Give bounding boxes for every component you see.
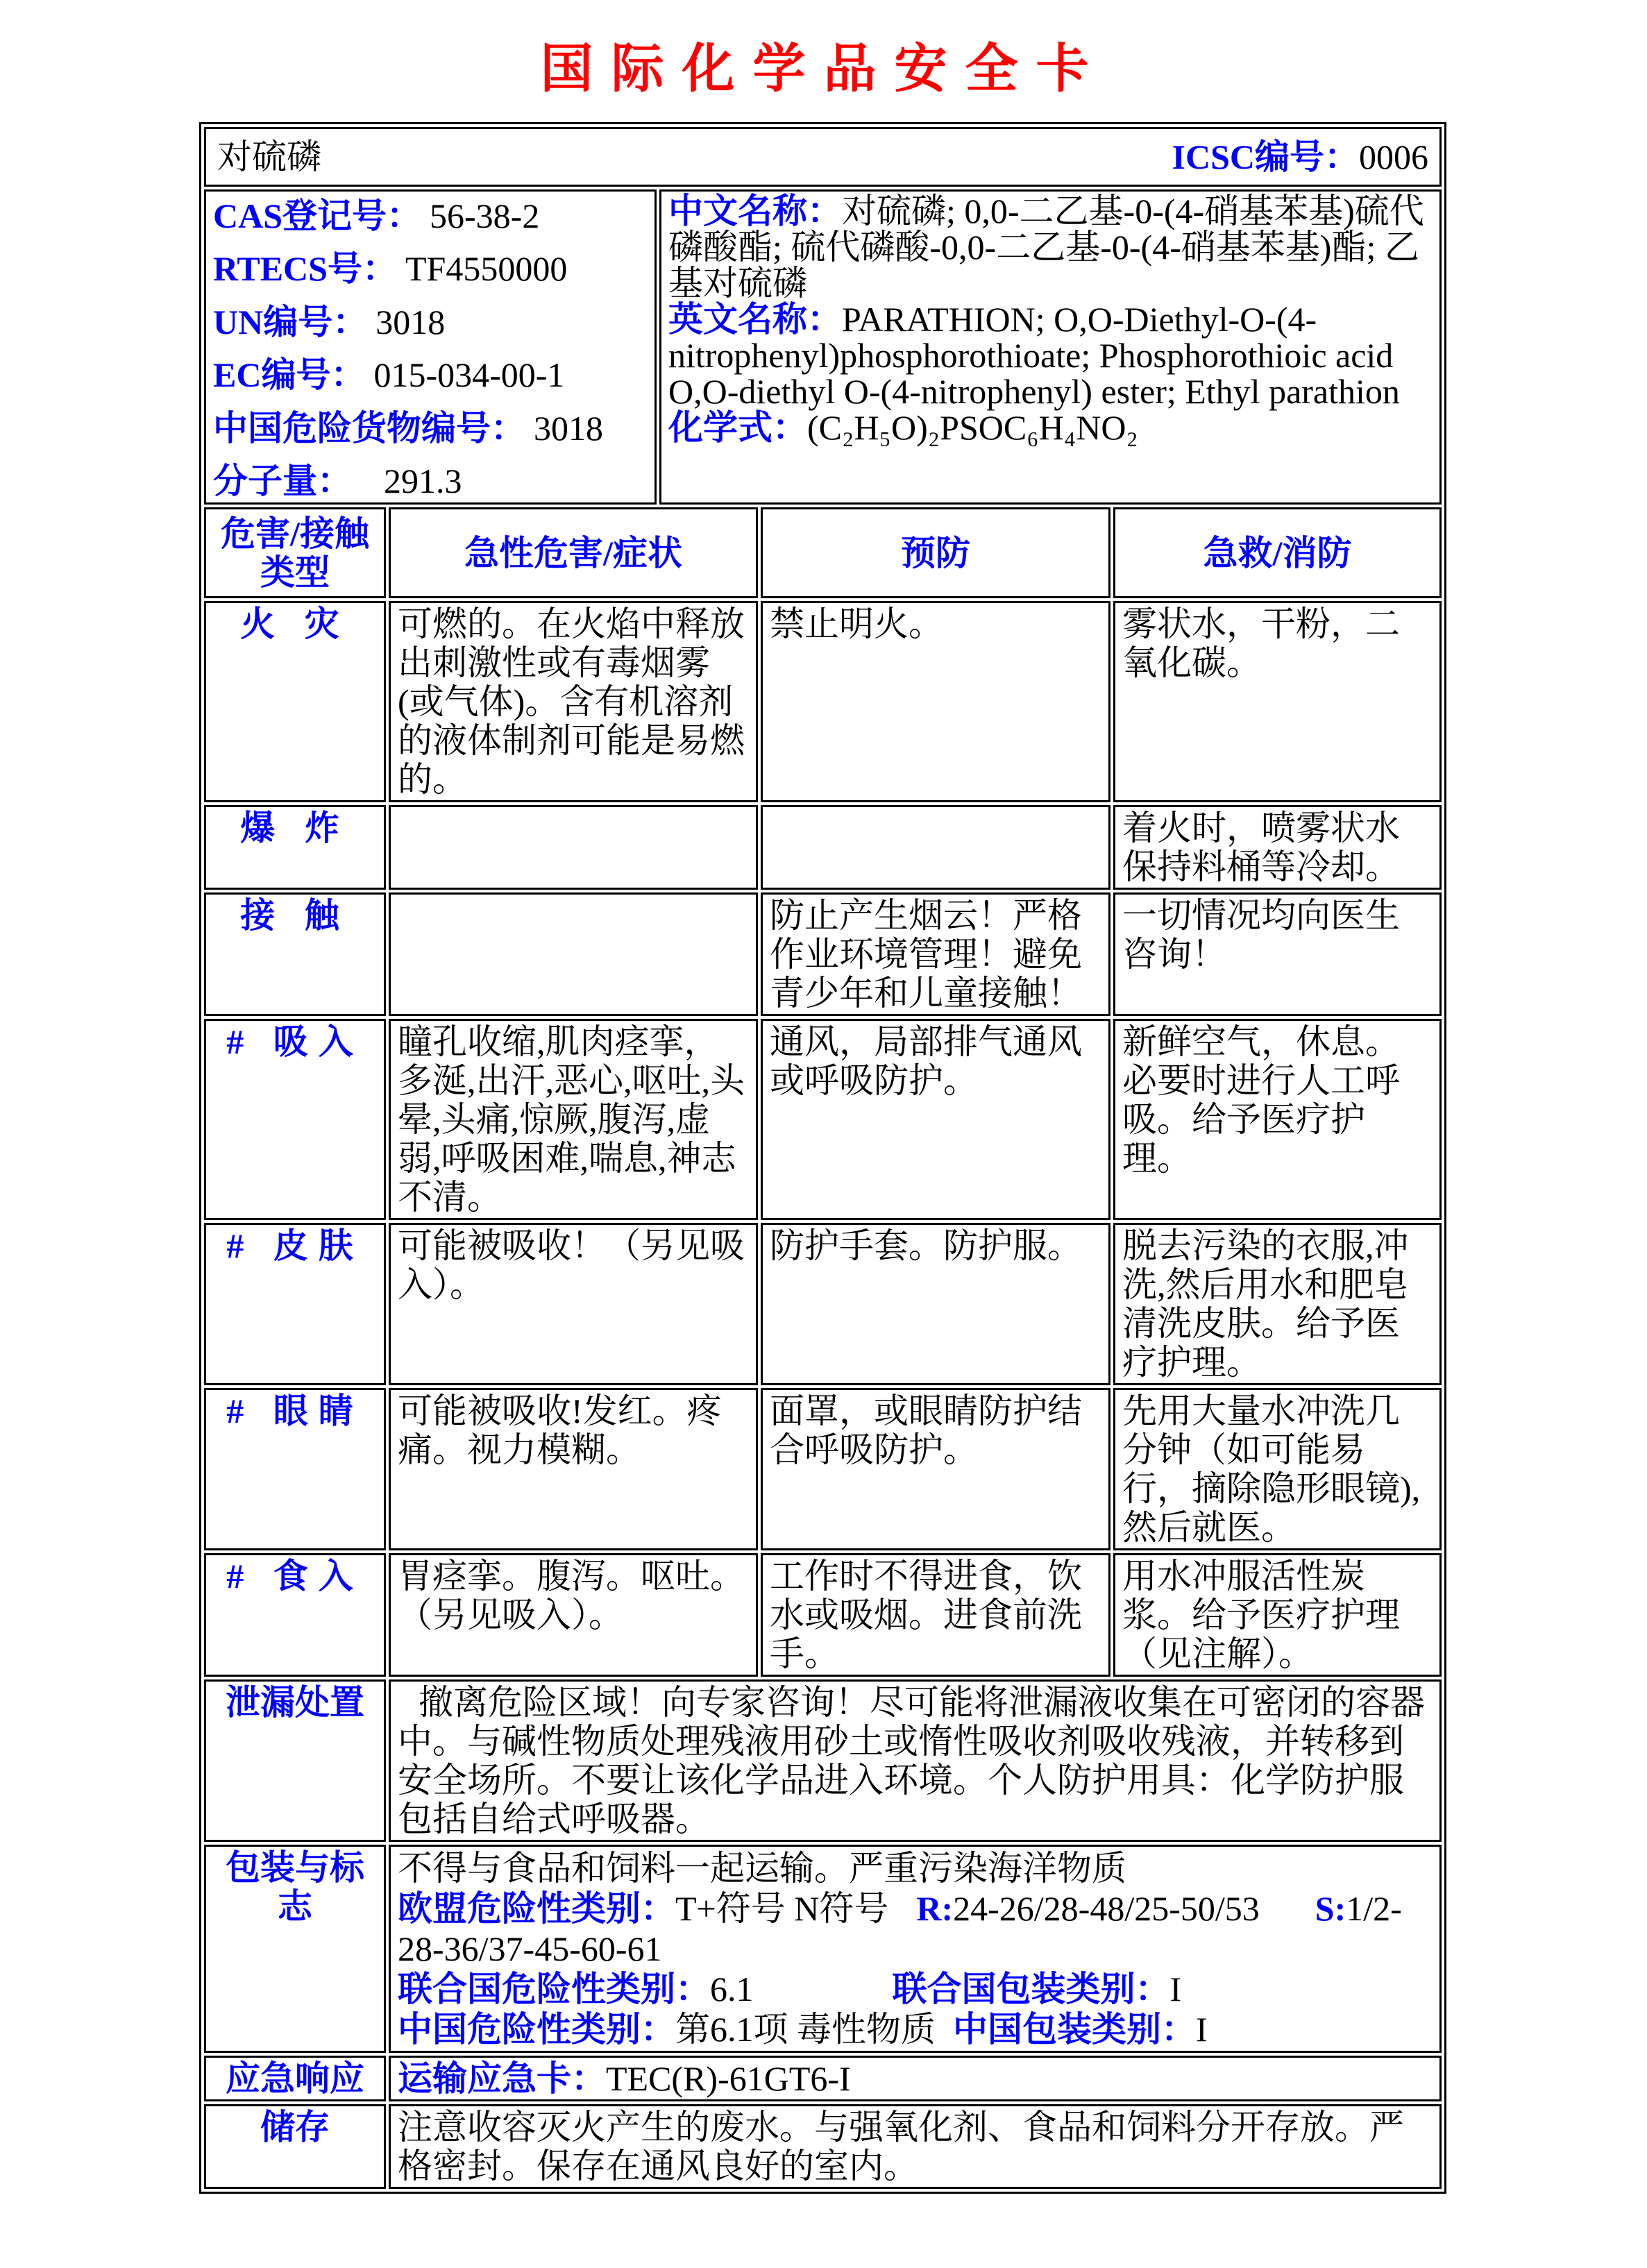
eu-class-value: T+符号 N符号 (675, 1889, 889, 1928)
exposure-label: 接 触 (204, 892, 386, 1016)
names-cell (659, 189, 1442, 505)
s-phrases-value: 1/2-28-36/37-45-60-61 (398, 1889, 1402, 1968)
inhalation-prevention: 通风，局部排气通风或呼吸防护。 (761, 1019, 1110, 1220)
transport-card-value: TEC(R)-61GT6-I (606, 2059, 851, 2098)
eyes-prevention: 面罩，或眼睛防护结合呼吸防护。 (761, 1388, 1110, 1550)
ingestion-response: 用水冲服活性炭浆。给予医疗护理（见注解）。 (1113, 1553, 1442, 1677)
eyes-response: 先用大量水冲洗几分钟（如可能易行，摘除隐形眼镜),然后就医。 (1113, 1388, 1442, 1550)
chemical-formula-label: 化学式： (668, 408, 807, 447)
packaging-eu-line (398, 1888, 1433, 1969)
spill-text-cell (389, 1679, 1442, 1842)
un-number-line (213, 302, 648, 342)
un-number-value: 3018 (375, 302, 446, 341)
icsc-number (1172, 137, 1428, 176)
ingestion-label: # 食入 (204, 1553, 386, 1677)
icsc-number-value: 0006 (1359, 137, 1428, 176)
hazard-header-type: 危害/接触类型 (204, 507, 386, 598)
exposure-response: 一切情况均向医生咨询！ (1113, 892, 1442, 1016)
hazard-row-ingestion (204, 1553, 1442, 1677)
hazard-row-exposure (204, 892, 1442, 1016)
hazard-header-prevention: 预防 (761, 507, 1110, 598)
molecular-weight-value: 291.3 (384, 461, 462, 500)
identifiers-cell (204, 189, 657, 505)
un-number-label: UN编号： (213, 302, 368, 341)
page-title: 国际化学品安全卡 (540, 40, 1107, 99)
cas-number-value: 56-38-2 (430, 196, 540, 235)
ingestion-prevention: 工作时不得进食，饮水或吸烟。进食前洗手。 (761, 1553, 1110, 1677)
china-dg-number-label: 中国危险货物编号： (213, 408, 525, 448)
english-name-label: 英文名称： (668, 300, 842, 339)
spill-text: 撤离危险区域！向专家咨询！尽可能将泄漏液收集在可密闭的容器中。与碱性物质处理残液用砂土或惰性吸收剂吸收残液，并转移到安全场所。不要让该化学品进入环境。个人防护用具：化学防护服包括自给式呼吸器。 (398, 1683, 1425, 1838)
substance-name: 对硫磷 (217, 137, 321, 176)
storage-row (204, 2104, 1442, 2189)
icsc-number-label: ICSC编号： (1172, 137, 1359, 176)
formula-block (668, 409, 1433, 446)
packaging-transport-note: 不得与食品和饲料一起运输。严重污染海洋物质 (398, 1849, 1126, 1888)
ec-number-value: 015-034-00-1 (373, 355, 565, 395)
exposure-symptoms (389, 892, 758, 1016)
english-name-block (668, 301, 1433, 409)
info-row (204, 189, 1442, 505)
ec-number-label: EC编号： (213, 355, 366, 395)
fire-response: 雾状水，干粉，二氧化碳。 (1113, 601, 1442, 802)
explosion-response: 着火时，喷雾状水保持料桶等冷却。 (1113, 805, 1442, 890)
emergency-label: 应急响应 (204, 2056, 386, 2101)
card-header-row (204, 127, 1442, 187)
un-pack-label: 联合国包装类别： (892, 1970, 1170, 2008)
inhalation-label: # 吸入 (204, 1019, 386, 1220)
cn-pack-value: I (1196, 2010, 1208, 2049)
explosion-prevention (761, 805, 1110, 890)
storage-label: 储存 (204, 2104, 386, 2189)
r-phrases-value: 24-26/28-48/25-50/53 (953, 1889, 1260, 1928)
fire-symptoms: 可燃的。在火焰中释放出刺激性或有毒烟雾(或气体)。含有机溶剂的液体制剂可能是易燃的。 (389, 601, 758, 802)
fire-prevention: 禁止明火。 (761, 601, 1110, 802)
inhalation-symptoms: 瞳孔收缩,肌肉痉挛，多涎,出汗,恶心,呕吐,头晕,头痛,惊厥,腹泻,虚弱,呼吸困难,喘息,神志不清。 (389, 1019, 758, 1220)
hazard-row-inhalation (204, 1019, 1442, 1220)
skin-symptoms: 可能被吸收！（另见吸入）。 (389, 1223, 758, 1385)
molecular-weight-line (213, 461, 648, 501)
cn-class-value: 第6.1项 毒性物质 (675, 2010, 936, 2049)
inhalation-response: 新鲜空气，休息。必要时进行人工呼吸。给予医疗护理。 (1113, 1019, 1442, 1220)
ec-number-line (213, 355, 648, 395)
cn-class-label: 中国危险性类别： (398, 2010, 675, 2049)
cas-number-label: CAS登记号： (213, 196, 422, 235)
spill-row (204, 1679, 1442, 1842)
safety-card-table (199, 122, 1446, 2194)
skin-response: 脱去污染的衣服,冲洗,然后用水和肥皂清洗皮肤。给予医疗护理。 (1113, 1223, 1442, 1385)
chinese-name-label: 中文名称： (668, 192, 842, 230)
hazard-row-fire (204, 601, 1442, 802)
hazard-header-row (204, 507, 1442, 598)
packaging-label: 包装与标志 (204, 1845, 386, 2053)
chinese-name-value: 对硫磷; 0,0-二乙基-0-(4-硝基苯基)硫代磷酸酯; 硫代磷酸-0,0-二乙基-0-(4-硝基苯基)酯; 乙基对硫磷 (668, 192, 1424, 303)
rtecs-number-value: TF4550000 (405, 249, 568, 289)
storage-cell (389, 2104, 1442, 2189)
molecular-weight-label: 分子量： (213, 461, 352, 500)
un-class-value: 6.1 (710, 1970, 754, 2008)
rtecs-number-line (213, 248, 648, 289)
icsc-page (0, 42, 1647, 2268)
hazard-row-skin (204, 1223, 1442, 1385)
chemical-formula-value: (C₂H₅O)₂PSOC₆H₄NO₂ (807, 408, 1138, 447)
rtecs-number-label: RTECS号： (213, 249, 397, 289)
card-header-cell (204, 127, 1442, 187)
explosion-symptoms (389, 805, 758, 890)
emergency-row (204, 2056, 1442, 2101)
explosion-label: 爆 炸 (204, 805, 386, 890)
eyes-symptoms: 可能被吸收!发红。疼痛。视力模糊。 (389, 1388, 758, 1550)
packaging-cn-line (398, 2009, 1433, 2049)
emergency-cell (389, 2056, 1442, 2101)
s-phrases-label: S: (1315, 1889, 1346, 1928)
hazard-header-response: 急救/消防 (1113, 507, 1442, 598)
packaging-cell (389, 1845, 1442, 2053)
identifier-list (213, 193, 648, 501)
ingestion-symptoms: 胃痉挛。腹泻。呕吐。（另见吸入）。 (389, 1553, 758, 1677)
r-phrases-label: R: (916, 1889, 954, 1928)
packaging-un-line (398, 1969, 1433, 2009)
skin-label: # 皮肤 (204, 1223, 386, 1385)
china-dg-number-value: 3018 (534, 408, 603, 448)
eu-class-label: 欧盟危险性类别： (398, 1889, 675, 1928)
cas-number-line (213, 196, 648, 236)
spill-label: 泄漏处置 (204, 1679, 386, 1842)
exposure-prevention: 防止产生烟云！严格作业环境管理！避免青少年和儿童接触！ (761, 892, 1110, 1016)
fire-label: 火 灾 (204, 601, 386, 802)
skin-prevention: 防护手套。防护服。 (761, 1223, 1110, 1385)
cn-pack-label: 中国包装类别： (953, 2010, 1196, 2049)
chinese-name-block (668, 193, 1433, 301)
eyes-label: # 眼睛 (204, 1388, 386, 1550)
english-name-value: PARATHION; O,O-Diethyl-O-(4-nitrophenyl)phosphorothioate; Phosphorothioic acid O,O-diethyl O-(4-nitrophenyl) ester; Ethyl parathion (668, 300, 1400, 411)
hazard-header-symptoms: 急性危害/症状 (389, 507, 758, 598)
china-dg-number-line (213, 408, 648, 448)
packaging-row (204, 1845, 1442, 2053)
hazard-row-eyes (204, 1388, 1442, 1550)
un-class-label: 联合国危险性类别： (398, 1970, 710, 2008)
hazard-row-explosion (204, 805, 1442, 890)
transport-card-label: 运输应急卡： (398, 2059, 606, 2098)
storage-text: 注意收容灭火产生的废水。与强氧化剂、食品和饲料分开存放。严格密封。保存在通风良好的室内。 (398, 2108, 1404, 2185)
un-pack-value: I (1169, 1970, 1182, 2008)
